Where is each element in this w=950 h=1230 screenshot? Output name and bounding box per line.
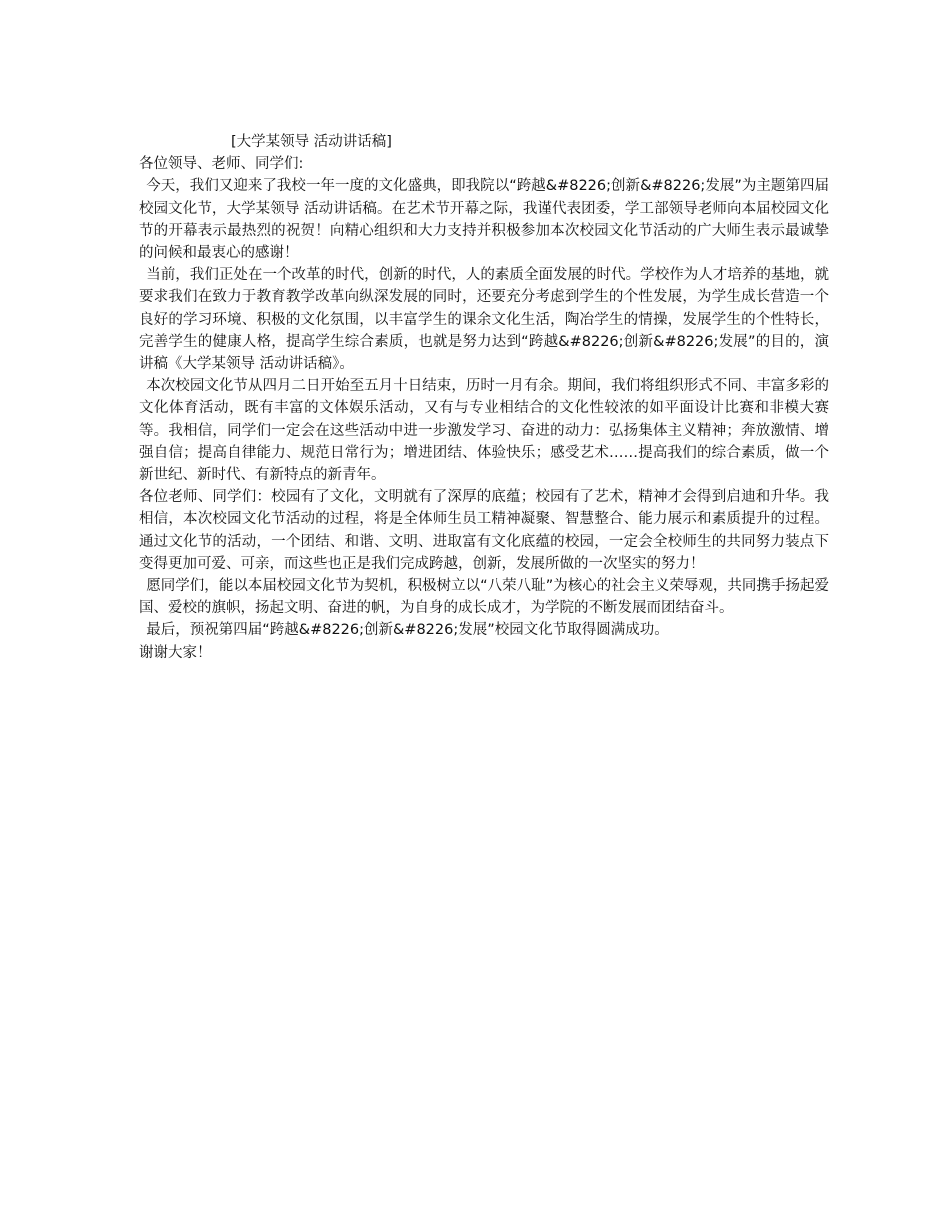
document-title: [大学某领导 活动讲话稿] <box>231 134 392 150</box>
speech-body <box>139 131 829 664</box>
salutation: 各位领导、老师、同学们: <box>139 156 304 173</box>
paragraph-final: 最后，预祝第四届“跨越&#8226;创新&#8226;发展”校园文化节取得圆满成功。 <box>146 622 669 639</box>
paragraph-context: 当前，我们正处在一个改革的时代，创新的时代，人的素质全面发展的时代。学校作为人才培养的基地，就要求我们在致力于教育教学改革向纵深发展的同时，还要充分考虑到学生的个性发展，为学生成长营造一个良好的学习环境、积极的文化氛围，以丰富学生的课余文化生活，陶冶学生的情操，发展学生的个性特长，完善学生的健康人格，提高学生综合素质，也就是努力达到“跨越&#8226;创新&#8226;发展”的目的，演讲稿《大学某领导 活动讲话稿》。 <box>139 267 829 373</box>
closing-thanks: 谢谢大家！ <box>139 644 212 661</box>
paragraph-address: 各位老师、同学们：校园有了文化，文明就有了深厚的底蕴；校园有了艺术，精神才会得到启迪和升华。我相信，本次校园文化节活动的过程，将是全体师生员工精神凝聚、智慧整合、能力展示和素质提升的过程。通过文化节的活动，一个团结、和谐、文明、进取富有文化底蕴的校园，一定会全校师生的共同努力装点下变得更加可爱、可亲，而这些也正是我们完成跨越，创新，发展所做的一次坚实的努力！ <box>139 489 829 572</box>
paragraph-wish: 愿同学们，能以本届校园文化节为契机，积极树立以“八荣八耻”为核心的社会主义荣辱观，共同携手扬起爱国、爱校的旗帜，扬起文明、奋进的帆，为自身的成长成才，为学院的不断发展而团结奋斗。 <box>139 578 829 617</box>
paragraph-schedule: 本次校园文化节从四月二日开始至五月十日结束，历时一月有余。期间，我们将组织形式不同、丰富多彩的文化体育活动，既有丰富的文体娱乐活动，又有与专业相结合的文化性较浓的如平面设计比赛和非模大赛等。我相信，同学们一定会在这些活动中进一步激发学习、奋进的动力：弘扬集体主义精神；奔放激情、增强自信；提高自律能力、规范日常行为；增进团结、体验快乐；感受艺术……提高我们的综合素质，做一个新世纪、新时代、有新特点的新青年。 <box>139 378 829 484</box>
paragraph-opening: 今天，我们又迎来了我校一年一度的文化盛典，即我院以“跨越&#8226;创新&#8226;发展”为主题第四届校园文化节，大学某领导 活动讲话稿。在艺术节开幕之际，我谨代表团委，学工部领导老师向本届校园文化节的开幕表示最热烈的祝贺！向精心组织和大力支持并积极参加本次校园文化节活动的广大师生表示最诚挚的问候和最衷心的感谢！ <box>139 178 829 262</box>
